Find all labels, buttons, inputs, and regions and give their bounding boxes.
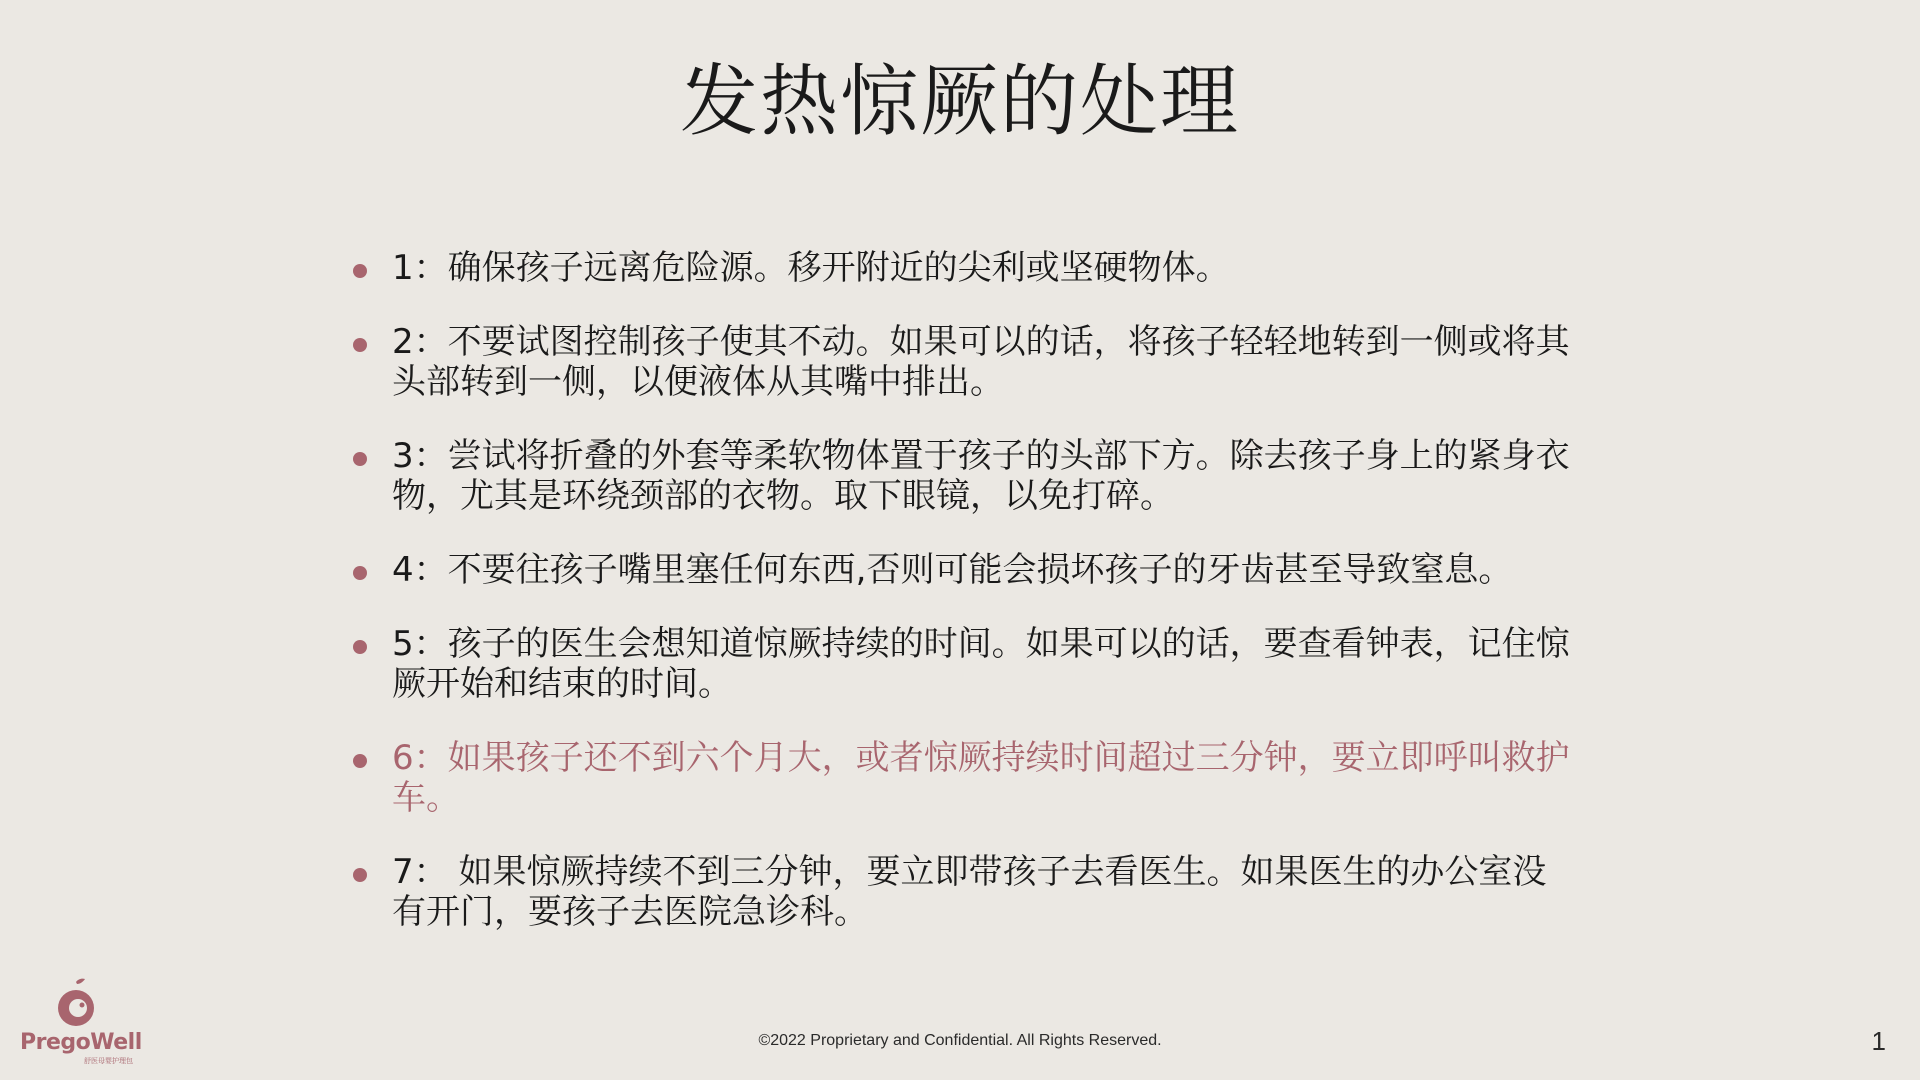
list-item: 3：尝试将折叠的外套等柔软物体置于孩子的头部下方。除去孩子身上的紧身衣物，尤其是环绕颈部的衣物。取下眼镜，以免打碎。 [350, 436, 1580, 516]
logo-wordmark: PregoWell [20, 1030, 142, 1055]
list-item: 1：确保孩子远离危险源。移开附近的尖利或坚硬物体。 [350, 248, 1580, 288]
list-item: 7： 如果惊厥持续不到三分钟，要立即带孩子去看医生。如果医生的办公室没有开门，要孩子去医院急诊科。 [350, 852, 1580, 932]
slide-title: 发热惊厥的处理 [679, 57, 1240, 147]
list-item: 2：不要试图控制孩子使其不动。如果可以的话，将孩子轻轻地转到一侧或将其头部转到一侧，以便液体从其嘴中排出。 [350, 322, 1580, 402]
list-item-highlighted: 6：如果孩子还不到六个月大，或者惊厥持续时间超过三分钟，要立即呼叫救护车。 [350, 738, 1580, 818]
list-item: 4：不要往孩子嘴里塞任何东西,否则可能会损坏孩子的牙齿甚至导致窒息。 [350, 550, 1580, 590]
list-item: 5：孩子的医生会想知道惊厥持续的时间。如果可以的话，要查看钟表，记住惊厥开始和结束的时间。 [350, 624, 1580, 704]
logo-subtext: 舒医母婴护理包 [84, 1057, 133, 1065]
apple-logo-icon [54, 978, 98, 1032]
brand-logo [18, 978, 142, 1068]
copyright-notice: ©2022 Proprietary and Confidential. All Rights Reserved. [758, 1032, 1162, 1049]
bullet-list [350, 248, 1580, 966]
page-number: 1 [1871, 1026, 1886, 1056]
